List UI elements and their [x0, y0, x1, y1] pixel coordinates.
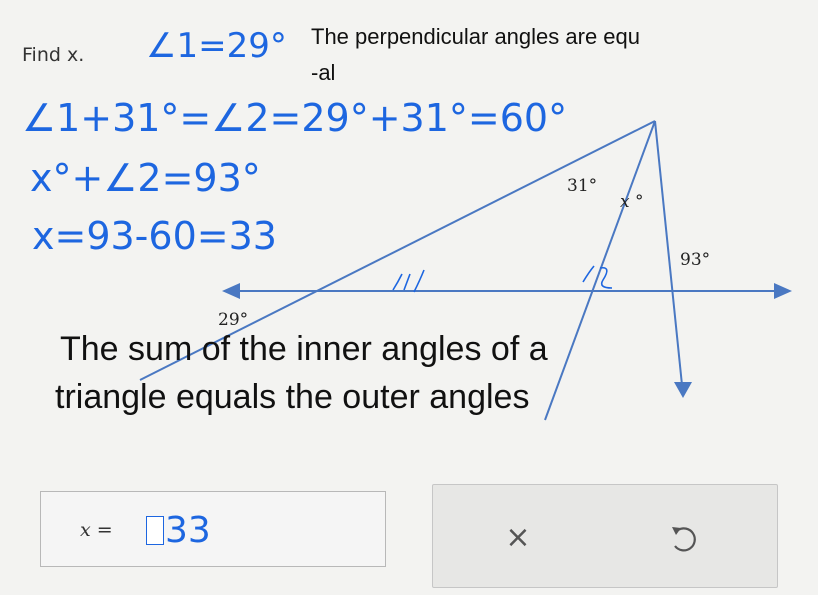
angle-label-31: 31° — [567, 176, 598, 196]
answer-variable — [80, 519, 113, 541]
given-angle: ∠1=29° — [146, 26, 287, 66]
sum-note-line2: triangle equals the outer angles — [55, 378, 530, 416]
action-panel — [432, 484, 778, 588]
answer-value: 33 — [165, 510, 211, 551]
triangle-side-middle — [545, 121, 655, 420]
equation-3: x=93-60=33 — [32, 214, 277, 258]
sum-note-line1: The sum of the inner angles of a — [60, 330, 548, 368]
down-arrowhead-icon — [674, 382, 692, 398]
angle-label-x: x ° — [620, 192, 644, 212]
undo-button[interactable] — [660, 518, 708, 558]
perpendicular-note-line2: -al — [311, 60, 336, 85]
clear-button[interactable] — [494, 518, 542, 558]
angle-label-93: 93° — [680, 250, 711, 270]
left-arrowhead-icon — [222, 283, 240, 299]
angle-1-marks — [393, 270, 424, 292]
answer-input[interactable] — [146, 516, 164, 545]
undo-icon — [660, 518, 708, 558]
perpendicular-note-line1: The perpendicular angles are equ — [311, 24, 641, 49]
problem-prompt-text: Find x. — [22, 44, 85, 66]
answer-variable-text: x = — [80, 519, 113, 541]
equation-1: ∠1+31°=∠2=29°+31°=60° — [22, 96, 568, 140]
right-arrowhead-icon — [774, 283, 792, 299]
equation-2: x°+∠2=93° — [30, 156, 261, 200]
steep-line — [655, 121, 682, 385]
angle-label-29: 29° — [218, 310, 249, 330]
clear-icon: × — [505, 520, 531, 555]
